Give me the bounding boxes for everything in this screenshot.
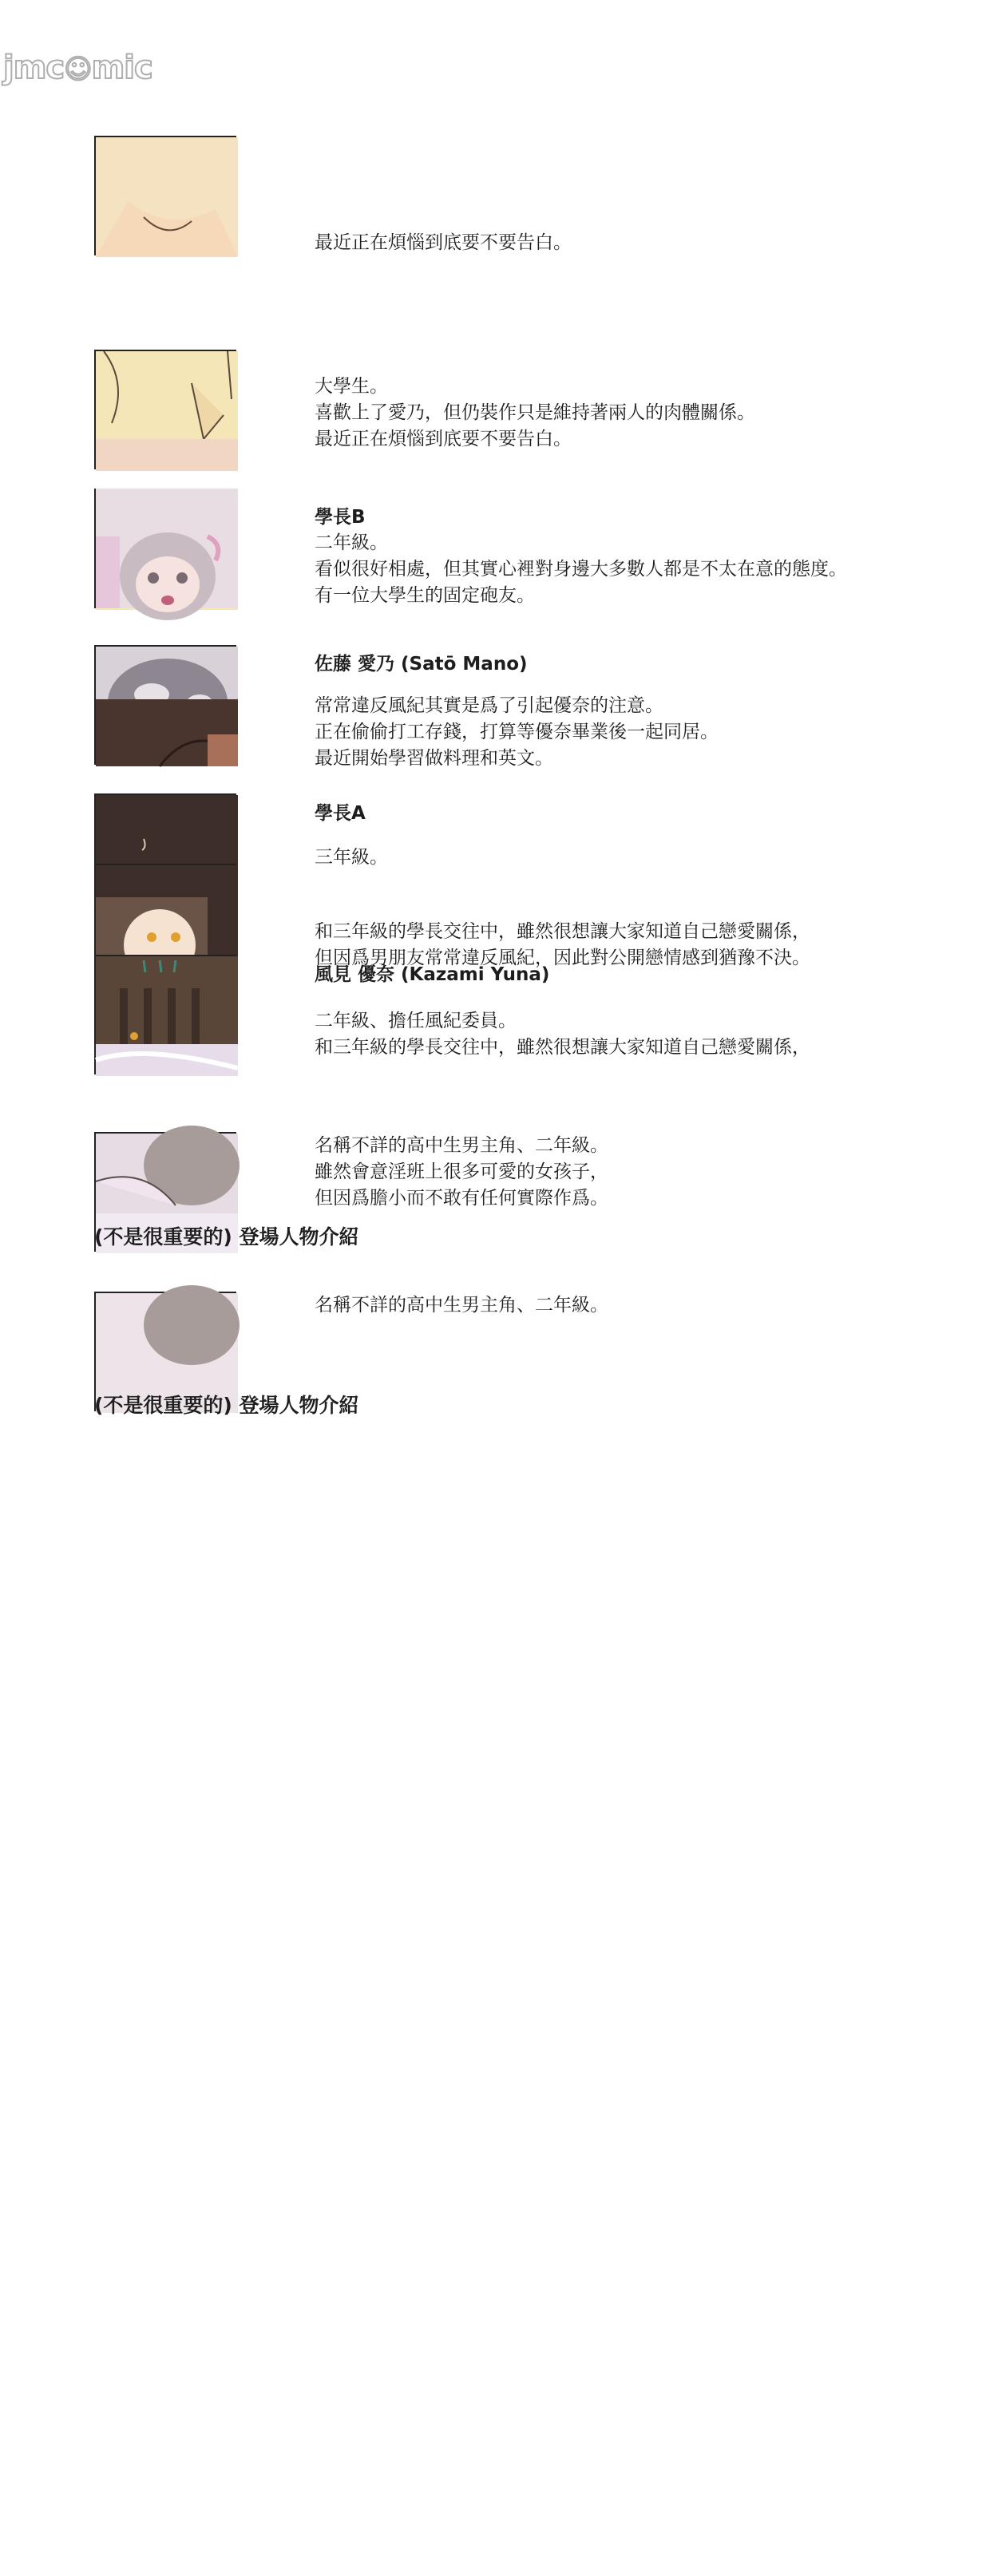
- character-5-name: 學長B: [315, 507, 366, 528]
- character-4-name: 佐藤 愛乃 (Satō Mano): [315, 654, 528, 675]
- character-5-line-2: 看似很好相處，但其實心裡對身邊大多數人都是不太在意的態度。: [315, 559, 847, 580]
- character-4-line-2: 正在偷偷打工存錢，打算等優奈畢業後一起同居。: [315, 722, 719, 742]
- character-2-line-2: 和三年級的學長交往中，雖然很想讓大家知道自己戀愛關係，: [315, 1037, 810, 1058]
- section-title: (不是很重要的) 登場人物介紹: [94, 1394, 359, 1417]
- character-2-line-3: 但因爲男朋友常常違反風紀，因此對公開戀情感到猶豫不決。: [315, 948, 810, 968]
- character-5-line-3: 有一位大學生的固定砲友。: [315, 585, 535, 606]
- character-1-line-3: 但因爲膽小而不敢有任何實際作爲。: [315, 1188, 608, 1209]
- character-2-line-2: 和三年級的學長交往中，雖然很想讓大家知道自己戀愛關係，: [315, 921, 810, 942]
- page-slice-12: [0, 1390, 990, 1417]
- character-5-line-1: 二年級。: [315, 532, 388, 553]
- character-1-line-2: 雖然會意淫班上很多可愛的女孩子，: [315, 1161, 608, 1182]
- character-6-line-3: 最近正在煩惱到底要不要告白。: [315, 232, 572, 253]
- character-1-line-1: 名稱不詳的高中生男主角、二年級。: [315, 1135, 608, 1156]
- character-2-name: 風見 優奈 (Kazami Yuna): [315, 964, 550, 985]
- character-6-line-1: 大學生。: [315, 376, 388, 397]
- character-6-line-3: 最近正在煩惱到底要不要告白。: [315, 429, 572, 449]
- jmcomic-watermark: jmc☺mic: [3, 49, 152, 86]
- section-title: (不是很重要的) 登場人物介紹: [94, 1225, 359, 1248]
- character-4-line-3: 最近開始學習做料理和英文。: [315, 748, 553, 769]
- character-2-line-1: 二年級、擔任風紀委員。: [315, 1011, 517, 1031]
- character-4-line-1: 常常違反風紀其實是爲了引起優奈的注意。: [315, 695, 663, 716]
- character-3-name: 學長A: [315, 803, 366, 824]
- character-6-line-2: 喜歡上了愛乃，但仍裝作只是維持著兩人的肉體關係。: [315, 402, 755, 423]
- character-3-line-1: 三年級。: [315, 847, 388, 868]
- character-1-line-1: 名稱不詳的高中生男主角、二年級。: [315, 1295, 608, 1316]
